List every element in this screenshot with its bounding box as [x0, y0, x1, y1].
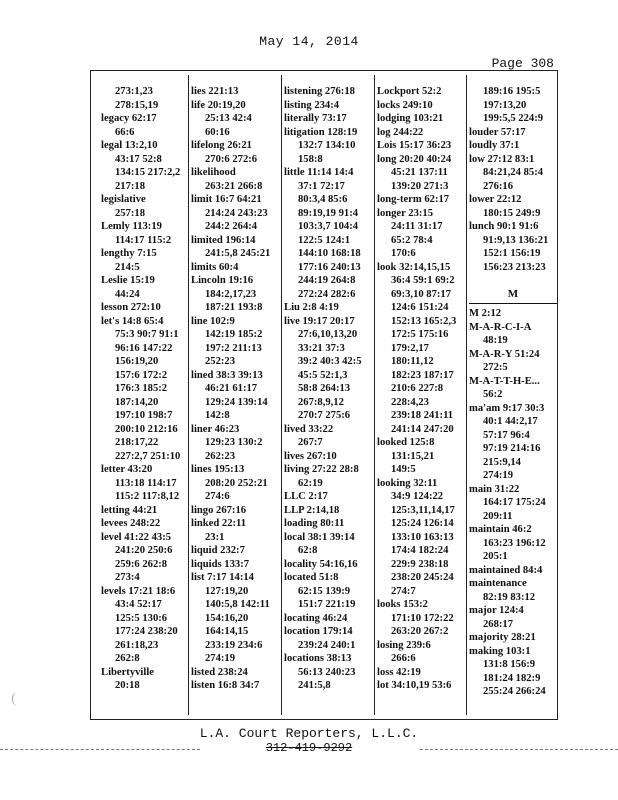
index-page-refs: 156:23 213:23 — [483, 261, 546, 273]
index-entry: long-term 62:17 — [377, 194, 450, 205]
index-page-refs: 69:3,10 87:17 — [391, 288, 452, 300]
index-entry: lines 195:13 — [191, 464, 245, 475]
index-entry: maintained 84:4 — [469, 564, 543, 576]
index-page-refs: 23:1 — [205, 531, 225, 543]
index-page-refs: 154:16,20 — [205, 612, 249, 624]
index-page-refs: 114:17 115:2 — [115, 234, 172, 246]
index-page-refs: 228:4,23 — [391, 396, 429, 408]
index-page-refs: 97:19 214:16 — [483, 443, 541, 454]
index-entry: limit 16:7 64:21 — [191, 194, 262, 205]
index-page-refs: 125:3,11,14,17 — [391, 504, 455, 516]
index-entry: listening 276:18 — [284, 86, 355, 97]
index-entry: lot 34:10,19 53:6 — [377, 680, 452, 691]
index-entry: losing 239:6 — [377, 639, 431, 651]
index-page-refs: 180:11,12 — [391, 356, 434, 367]
index-page-refs: 172:5 175:16 — [391, 329, 449, 340]
index-page-refs: 152:1 156:19 — [483, 248, 541, 259]
index-page-refs: 115:2 117:8,12 — [115, 491, 180, 502]
index-entry: Leslie 15:19 — [101, 275, 155, 286]
index-entry: levees 248:22 — [101, 518, 161, 529]
index-entry: located 51:8 — [284, 572, 339, 583]
index-page-refs: 218:17,22 — [115, 437, 159, 448]
index-page-refs: 131:15,21 — [391, 450, 435, 462]
column-divider — [374, 75, 375, 715]
index-page-refs: 45:5 52:1,3 — [298, 369, 348, 381]
index-page-refs: 103:3,7 104:4 — [298, 221, 359, 232]
index-entry: locations 38:13 — [284, 653, 352, 664]
index-page-refs: 273:4 — [115, 572, 140, 583]
index-page-refs: 217:18 — [115, 180, 146, 192]
index-page-refs: 259:6 262:8 — [115, 558, 168, 570]
index-page-refs: 144:10 168:18 — [298, 248, 361, 259]
index-entry: level 41:22 43:5 — [101, 531, 172, 543]
index-page-refs: 164:17 175:24 — [483, 497, 546, 508]
index-page-refs: 133:10 163:13 — [391, 531, 454, 543]
section-letter: M — [507, 287, 519, 300]
index-page-refs: 33:21 37:3 — [298, 342, 345, 354]
index-page-refs: 25:13 42:4 — [205, 113, 252, 124]
index-entry: maintenance — [469, 578, 527, 589]
index-page-refs: 187:21 193:8 — [205, 302, 263, 313]
punch-hole-mark — [12, 692, 19, 706]
index-entry: M-A-R-C-I-A — [469, 321, 532, 333]
index-page-refs: 152:13 165:2,3 — [391, 315, 457, 327]
index-entry: legacy 62:17 — [101, 113, 157, 124]
index-page-refs: 252:23 — [205, 356, 236, 367]
index-page-refs: 239:24 240:1 — [298, 639, 356, 651]
index-page-refs: 233:19 234:6 — [205, 639, 263, 651]
index-entry: life 20:19,20 — [191, 99, 246, 111]
index-page-refs: 62:19 — [298, 477, 323, 489]
index-page-refs: 36:4 59:1 69:2 — [391, 275, 455, 286]
index-entry: long 20:20 40:24 — [377, 153, 452, 165]
index-entry: location 179:14 — [284, 626, 353, 637]
index-page-refs: 274:7 — [391, 585, 416, 597]
index-page-refs: 263:21 266:8 — [205, 180, 263, 192]
index-entry: limits 60:4 — [191, 261, 239, 273]
index-entry: liquids 133:7 — [191, 558, 249, 570]
index-page-refs: 164:14,15 — [205, 626, 249, 637]
index-page-refs: 142:8 — [205, 410, 230, 421]
index-page-refs: 127:19,20 — [205, 585, 249, 597]
index-page-refs: 84:21,24 85:4 — [483, 167, 544, 178]
index-entry: lifelong 26:21 — [191, 140, 252, 151]
index-entry: lengthy 7:15 — [101, 248, 157, 259]
index-entry: Lois 15:17 36:23 — [377, 140, 452, 151]
index-page-refs: 46:21 61:17 — [205, 383, 258, 394]
index-entry: live 19:17 20:17 — [284, 315, 355, 327]
index-entry: let's 14:8 65:4 — [101, 315, 164, 327]
index-page-refs: 174:4 182:24 — [391, 545, 449, 556]
index-entry: locks 249:10 — [377, 99, 433, 111]
index-entry: lunch 90:1 91:6 — [469, 221, 539, 232]
index-page-refs: 229:9 238:18 — [391, 558, 449, 570]
index-entry: log 244:22 — [377, 126, 424, 138]
index-page-refs: 238:20 245:24 — [391, 572, 454, 583]
index-entry: making 103:1 — [469, 645, 531, 657]
index-page-refs: 140:5,8 142:11 — [205, 599, 270, 610]
index-page-refs: 278:15,19 — [115, 99, 159, 111]
index-page-refs: 209:11 — [483, 510, 513, 522]
index-entry: lingo 267:16 — [191, 504, 247, 516]
index-entry: looked 125:8 — [377, 437, 435, 448]
index-column-2 — [191, 85, 279, 693]
index-entry: Libertyville — [101, 666, 154, 678]
index-entry: letting 44:21 — [101, 504, 158, 516]
index-page-refs: 39:2 40:3 42:5 — [298, 356, 362, 367]
index-entry: loading 80:11 — [284, 518, 345, 529]
index-entry: little 11:14 14:4 — [284, 167, 354, 178]
index-page-refs: 91:9,13 136:21 — [483, 234, 549, 246]
index-entry: M-A-R-Y 51:24 — [469, 348, 540, 360]
index-page-refs: 96:16 147:22 — [115, 342, 173, 354]
index-entry: listing 234:4 — [284, 99, 340, 111]
footer-reporter: L.A. Court Reporters, L.L.C. — [199, 726, 419, 741]
index-entry: lodging 103:21 — [377, 113, 444, 124]
index-entry: louder 57:17 — [469, 126, 526, 138]
index-page-refs: 241:5,8 245:21 — [205, 248, 271, 259]
index-page-refs: 171:10 172:22 — [391, 612, 454, 624]
index-entry: lined 38:3 39:13 — [191, 369, 263, 381]
index-entry: M 2:12 — [469, 308, 502, 319]
index-page-refs: 62:15 139:9 — [298, 585, 351, 597]
index-page-refs: 262:8 — [115, 653, 140, 664]
index-page-refs: 199:5,5 224:9 — [483, 113, 544, 124]
index-entry: locating 46:24 — [284, 612, 348, 624]
index-page-refs: 262:23 — [205, 450, 236, 462]
index-entry: majority 28:21 — [469, 632, 536, 643]
index-entry: M-A-T-T-H-E... — [469, 375, 540, 387]
index-page-refs: 24:11 31:17 — [391, 221, 443, 232]
index-page-refs: 44:24 — [115, 288, 140, 300]
index-page-refs: 273:1,23 — [115, 86, 153, 97]
index-page-refs: 82:19 83:12 — [483, 591, 536, 603]
index-page-refs: 266:6 — [391, 653, 416, 664]
index-frame — [90, 70, 558, 720]
index-page-refs: 58:8 264:13 — [298, 383, 351, 394]
index-page-refs: 270:6 272:6 — [205, 153, 258, 165]
index-page-refs: 60:16 — [205, 126, 230, 138]
index-entry: living 27:22 28:8 — [284, 464, 359, 475]
index-page-refs: 113:18 114:17 — [115, 477, 177, 489]
index-page-refs: 125:24 126:14 — [391, 518, 454, 529]
index-page-refs: 255:24 266:24 — [483, 686, 546, 697]
index-page-refs: 151:7 221:19 — [298, 599, 356, 610]
index-entry: ma'am 9:17 30:3 — [469, 402, 545, 414]
index-page-refs: 131:8 156:9 — [483, 659, 536, 670]
index-entry: Liu 2:8 4:19 — [284, 302, 339, 313]
index-page-refs: 189:16 195:5 — [483, 86, 541, 97]
index-entry: locality 54:16,16 — [284, 558, 358, 570]
index-page-refs: 274:19 — [205, 653, 236, 664]
index-page-refs: 239:18 241:11 — [391, 410, 454, 421]
index-page-refs: 170:6 — [391, 248, 416, 259]
index-entry: literally 73:17 — [284, 113, 347, 124]
index-entry: legislative — [101, 194, 146, 205]
index-entry: Lemly 113:19 — [101, 221, 162, 232]
index-entry: lower 22:12 — [469, 194, 522, 205]
index-page-refs: 43:4 52:17 — [115, 599, 162, 610]
section-rule — [469, 303, 557, 304]
page-date: May 14, 2014 — [259, 34, 359, 49]
index-page-refs: 182:23 187:17 — [391, 369, 454, 381]
index-entry: lies 221:13 — [191, 86, 239, 97]
index-entry: lives 267:10 — [284, 450, 337, 462]
index-page-refs: 272:24 282:6 — [298, 288, 356, 300]
index-page-refs: 197:2 211:13 — [205, 342, 262, 354]
index-entry: LLP 2:14,18 — [284, 504, 340, 516]
index-page-refs: 205:1 — [483, 551, 508, 562]
index-page-refs: 57:17 96:4 — [483, 429, 530, 441]
index-page-refs: 177:16 240:13 — [298, 261, 361, 273]
index-page-refs: 268:17 — [483, 618, 514, 630]
index-page-refs: 244:19 264:8 — [298, 275, 356, 286]
index-page-refs: 187:14,20 — [115, 396, 159, 408]
index-page-refs: 65:2 78:4 — [391, 234, 433, 246]
index-page-refs: 276:16 — [483, 180, 514, 192]
index-page-refs: 56:13 240:23 — [298, 666, 356, 678]
index-page-refs: 142:19 185:2 — [205, 329, 263, 340]
index-entry — [469, 274, 557, 288]
index-column-1 — [101, 85, 189, 693]
index-column-5 — [469, 85, 557, 699]
index-page-refs: 158:8 — [298, 153, 323, 165]
index-entry: legal 13:2,10 — [101, 140, 158, 151]
index-entry: likelihood — [191, 167, 236, 178]
index-page-refs: 48:19 — [483, 335, 508, 346]
index-entry: loss 42:19 — [377, 666, 421, 678]
index-page-refs: 272:5 — [483, 362, 508, 373]
index-page-refs: 267:7 — [298, 437, 323, 448]
index-page-refs: 177:24 238:20 — [115, 626, 178, 637]
index-entry: longer 23:15 — [377, 207, 434, 219]
index-page-refs: 210:6 227:8 — [391, 383, 444, 394]
index-entry: main 31:22 — [469, 483, 520, 495]
index-entry: local 38:1 39:14 — [284, 531, 355, 543]
index-page-refs: 129:23 130:2 — [205, 437, 263, 448]
index-page-refs: 163:23 196:12 — [483, 537, 546, 549]
index-page-refs: 197:13,20 — [483, 99, 527, 111]
index-entry: lived 33:22 — [284, 423, 334, 435]
index-page-refs: 134:15 217:2,2 — [115, 167, 181, 178]
index-page-refs: 215:9,14 — [483, 456, 521, 468]
index-page-refs: 241:14 247:20 — [391, 423, 454, 435]
index-column-4 — [377, 85, 465, 693]
index-page-refs: 122:5 124:1 — [298, 234, 351, 246]
index-page-refs: 208:20 252:21 — [205, 477, 268, 489]
index-entry: liquid 232:7 — [191, 545, 245, 556]
index-entry: lesson 272:10 — [101, 302, 161, 313]
index-entry: look 32:14,15,15 — [377, 261, 451, 273]
column-divider — [188, 75, 189, 715]
index-page-refs: 214:5 — [115, 261, 140, 273]
index-page-refs: 37:1 72:17 — [298, 180, 345, 192]
index-page-refs: 66:6 — [115, 126, 135, 138]
index-page-refs: 132:7 134:10 — [298, 140, 356, 151]
column-divider — [281, 75, 282, 715]
index-page-refs: 270:7 275:6 — [298, 410, 351, 421]
index-page-refs: 124:6 151:24 — [391, 302, 449, 313]
index-page-refs: 244:2 264:4 — [205, 221, 258, 232]
index-entry: listen 16:8 34:7 — [191, 680, 260, 691]
index-page-refs: 34:9 124:22 — [391, 491, 444, 502]
footer-phone: 312-419-9292 — [265, 741, 353, 755]
index-page-refs: 257:18 — [115, 207, 146, 219]
index-entry: low 27:12 83:1 — [469, 153, 535, 165]
index-page-refs: 267:8,9,12 — [298, 396, 344, 408]
index-page-refs: 149:5 — [391, 464, 416, 475]
index-entry: major 124:4 — [469, 605, 524, 616]
index-page-refs: 241:5,8 — [298, 680, 331, 691]
index-entry: linked 22:11 — [191, 518, 247, 529]
index-page-refs: 129:24 139:14 — [205, 396, 268, 408]
index-entry: LLC 2:17 — [284, 491, 328, 502]
index-page-refs: 181:24 182:9 — [483, 672, 541, 684]
index-entry: looks 153:2 — [377, 599, 428, 610]
index-entry: letter 43:20 — [101, 464, 153, 475]
index-entry: Lockport 52:2 — [377, 86, 442, 97]
index-page-refs: 241:20 250:6 — [115, 545, 173, 556]
index-page-refs: 20:18 — [115, 680, 140, 691]
index-page-refs: 179:2,17 — [391, 342, 429, 354]
index-page-refs: 274:19 — [483, 470, 514, 481]
index-page-refs: 43:17 52:8 — [115, 153, 162, 165]
index-page-refs: 75:3 90:7 91:1 — [115, 329, 179, 340]
index-page-refs: 176:3 185:2 — [115, 383, 168, 394]
index-entry: levels 17:21 18:6 — [101, 585, 176, 597]
index-page-refs: 274:6 — [205, 491, 230, 502]
index-entry: loudly 37:1 — [469, 140, 520, 151]
index-page-refs: 184:2,17,23 — [205, 288, 257, 300]
index-entry: litigation 128:19 — [284, 126, 358, 138]
page-number: Page 308 — [491, 56, 554, 71]
index-page-refs: 80:3,4 85:6 — [298, 194, 348, 205]
index-page-refs: 56:2 — [483, 389, 503, 400]
index-page-refs: 139:20 271:3 — [391, 180, 449, 192]
index-entry: maintain 46:2 — [469, 524, 532, 535]
index-entry: liner 46:23 — [191, 423, 240, 435]
index-column-3 — [284, 85, 372, 693]
index-entry: listed 238:24 — [191, 666, 248, 678]
index-page-refs: 62:8 — [298, 545, 318, 556]
index-entry: Lincoln 19:16 — [191, 275, 254, 286]
index-page-refs: 45:21 137:11 — [391, 167, 448, 178]
index-page-refs: 89:19,19 91:4 — [298, 207, 359, 219]
index-entry: looking 32:11 — [377, 477, 438, 489]
index-page-refs: 263:20 267:2 — [391, 626, 449, 637]
index-page-refs: 27:6,10,13,20 — [298, 329, 358, 340]
column-divider — [466, 75, 467, 715]
index-page-refs: 197:10 198:7 — [115, 410, 173, 421]
index-page-refs: 156:19,20 — [115, 356, 159, 367]
index-entry: line 102:9 — [191, 315, 235, 327]
index-entry: limited 196:14 — [191, 234, 256, 246]
index-entry: list 7:17 14:14 — [191, 572, 254, 583]
index-page-refs: 214:24 243:23 — [205, 207, 268, 219]
index-page-refs: 261:18,23 — [115, 639, 159, 651]
index-page-refs: 227:2,7 251:10 — [115, 450, 181, 462]
index-page-refs: 180:15 249:9 — [483, 207, 541, 219]
index-page-refs: 200:10 212:16 — [115, 423, 178, 435]
index-page-refs: 40:1 44:2,17 — [483, 416, 538, 427]
index-page-refs: 125:5 130:6 — [115, 612, 168, 624]
index-page-refs: 157:6 172:2 — [115, 369, 168, 381]
